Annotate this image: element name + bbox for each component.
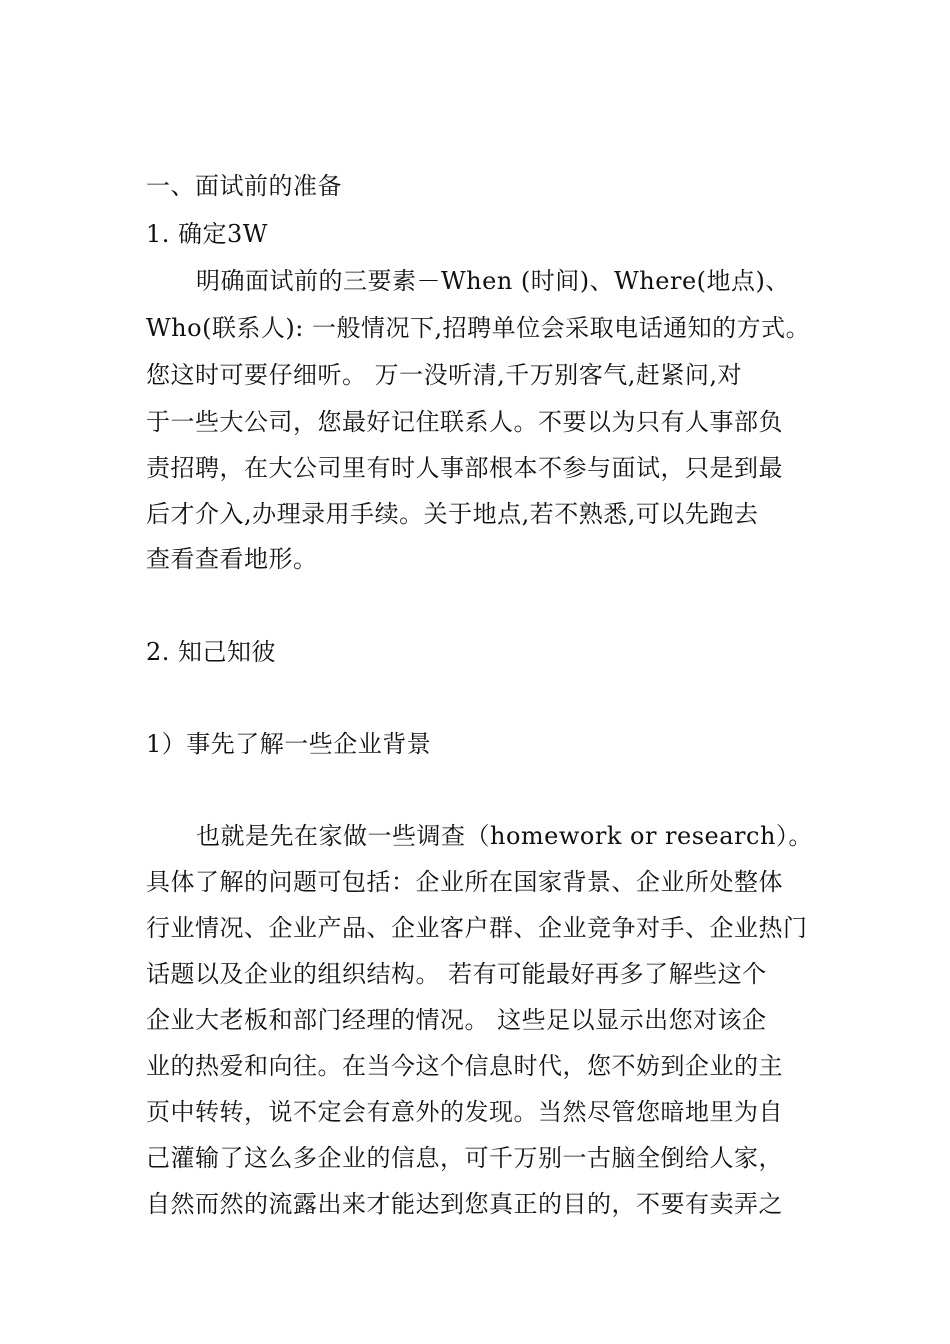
subsection-1-heading: 1）事先了解一些企业背景 [146,730,432,758]
paragraph-1-line-1: 明确面试前的三要素－When (时间)、Where(地点)、 [196,267,790,295]
section-title: 一、面试前的准备 [146,172,342,200]
item1-heading: 1. 确定3W [146,220,268,248]
paragraph-2-line-6: 业的热爱和向往。在当今这个信息时代，您不妨到企业的主 [146,1052,783,1080]
paragraph-1-line-5: 责招聘，在大公司里有时人事部根本不参与面试，只是到最 [146,454,783,482]
paragraph-2-line-7: 页中转转，说不定会有意外的发现。当然尽管您暗地里为自 [146,1098,783,1126]
paragraph-2-line-3: 行业情况、企业产品、企业客户群、企业竞争对手、企业热门 [146,914,808,942]
paragraph-1-line-2: Who(联系人): 一般情况下,招聘单位会采取电话通知的方式。 [146,314,811,342]
paragraph-2-line-1: 也就是先在家做一些调查（homework or research）。 [196,822,813,850]
paragraph-2-line-9: 自然而然的流露出来才能达到您真正的目的，不要有卖弄之 [146,1190,783,1218]
paragraph-1-line-7: 查看查看地形。 [146,545,318,573]
paragraph-1-line-6: 后才介入,办理录用手续。关于地点,若不熟悉,可以先跑去 [146,500,759,528]
item2-heading: 2. 知己知彼 [146,638,277,666]
paragraph-2-line-2: 具体了解的问题可包括：企业所在国家背景、企业所处整体 [146,868,783,896]
paragraph-1-line-4: 于一些大公司，您最好记住联系人。不要以为只有人事部负 [146,408,783,436]
paragraph-2-line-8: 己灌输了这么多企业的信息，可千万别一古脑全倒给人家， [146,1144,783,1172]
paragraph-2-line-4: 话题以及企业的组织结构。 若有可能最好再多了解些这个 [146,960,767,988]
paragraph-2-line-5: 企业大老板和部门经理的情况。 这些足以显示出您对该企 [146,1006,767,1034]
paragraph-1-line-3: 您这时可要仔细听。 万一没听清,千万别客气,赶紧问,对 [146,361,743,389]
